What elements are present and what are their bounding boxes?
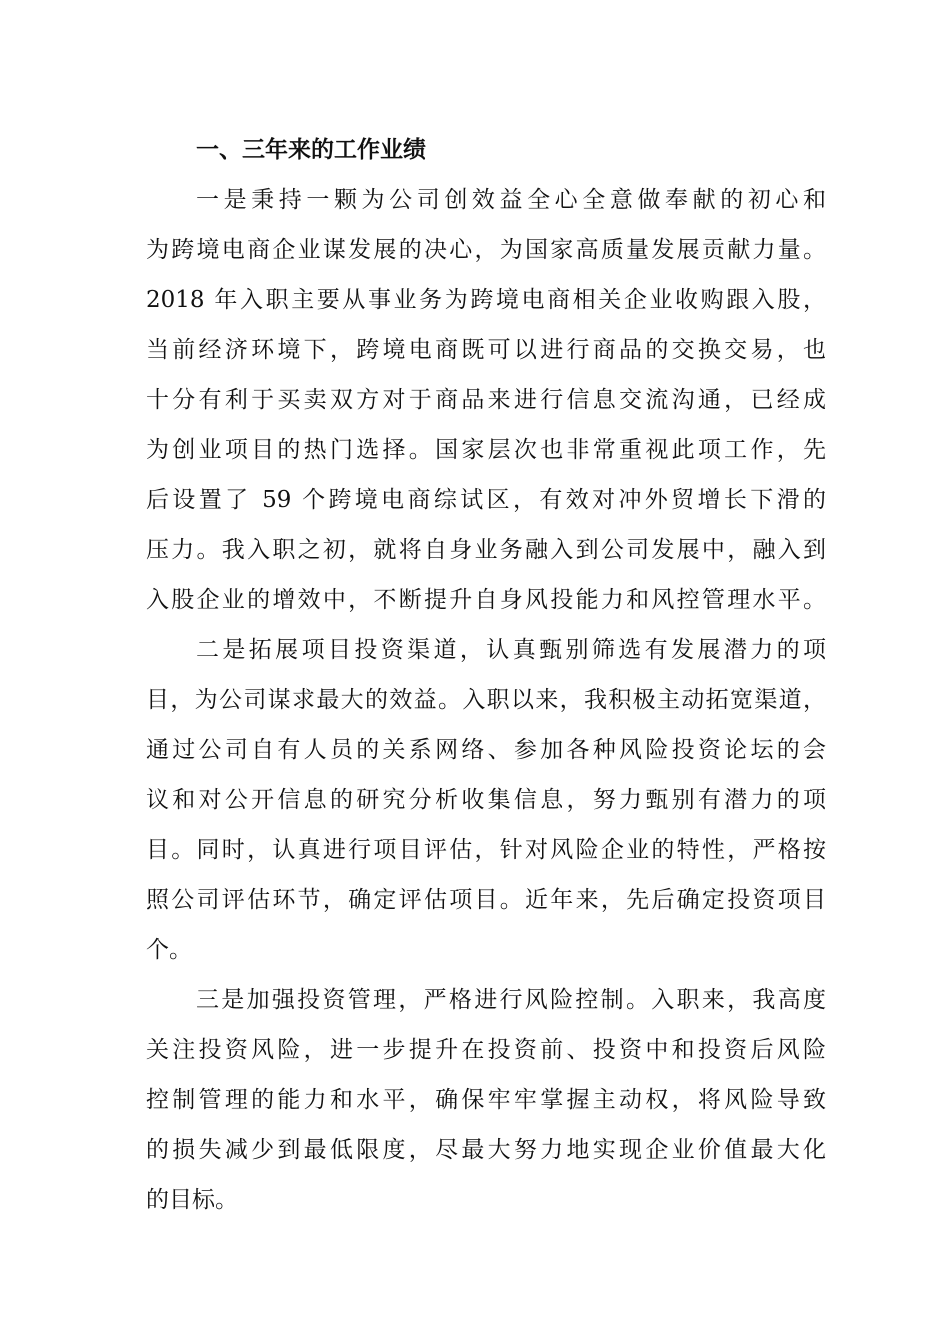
paragraph-1-line-5: 十分有利于买卖双方对于商品来进行信息交流沟通，已经成 xyxy=(146,387,826,413)
paragraph-1-line-2: 为跨境电商企业谋发展的决心，为国家高质量发展贡献力量。 xyxy=(146,237,826,263)
paragraph-2-line-2: 目，为公司谋求最大的效益。入职以来，我积极主动拓宽渠道， xyxy=(146,687,826,713)
paragraph-1-line-9: 入股企业的增效中，不断提升自身风投能力和风控管理水平。 xyxy=(146,587,826,613)
paragraph-1-line-6: 为创业项目的热门选择。国家层次也非常重视此项工作，先 xyxy=(146,437,826,463)
paragraph-2-line-5: 目。同时，认真进行项目评估，针对风险企业的特性，严格按 xyxy=(146,837,826,863)
paragraph-2-line-4: 议和对公开信息的研究分析收集信息，努力甄别有潜力的项 xyxy=(146,787,826,813)
paragraph-1-line-4: 当前经济环境下，跨境电商既可以进行商品的交换交易，也 xyxy=(146,337,826,363)
paragraph-2-line-1: 二是拓展项目投资渠道，认真甄别筛选有发展潜力的项 xyxy=(196,637,826,663)
section-heading: 一、三年来的工作业绩 xyxy=(196,137,426,163)
paragraph-3-line-5: 的目标。 xyxy=(146,1187,238,1213)
paragraph-3-line-1: 三是加强投资管理，严格进行风险控制。入职来，我高度 xyxy=(196,987,826,1013)
paragraph-1-line-7: 后设置了 59 个跨境电商综试区，有效对冲外贸增长下滑的 xyxy=(146,487,826,513)
paragraph-2-line-6: 照公司评估环节，确定评估项目。近年来，先后确定投资项目 xyxy=(146,887,826,913)
paragraph-1-line-1: 一是秉持一颗为公司创效益全心全意做奉献的初心和 xyxy=(196,187,826,213)
paragraph-3-line-4: 的损失减少到最低限度，尽最大努力地实现企业价值最大化 xyxy=(146,1137,826,1163)
paragraph-1-line-3: 2018 年入职主要从事业务为跨境电商相关企业收购跟入股， xyxy=(146,287,826,313)
paragraph-2-line-7: 个。 xyxy=(146,937,192,963)
paragraph-1-line-8: 压力。我入职之初，就将自身业务融入到公司发展中，融入到 xyxy=(146,537,826,563)
paragraph-3-line-2: 关注投资风险，进一步提升在投资前、投资中和投资后风险 xyxy=(146,1037,826,1063)
paragraph-3-line-3: 控制管理的能力和水平，确保牢牢掌握主动权，将风险导致 xyxy=(146,1087,826,1113)
paragraph-2-line-3: 通过公司自有人员的关系网络、参加各种风险投资论坛的会 xyxy=(146,737,826,763)
